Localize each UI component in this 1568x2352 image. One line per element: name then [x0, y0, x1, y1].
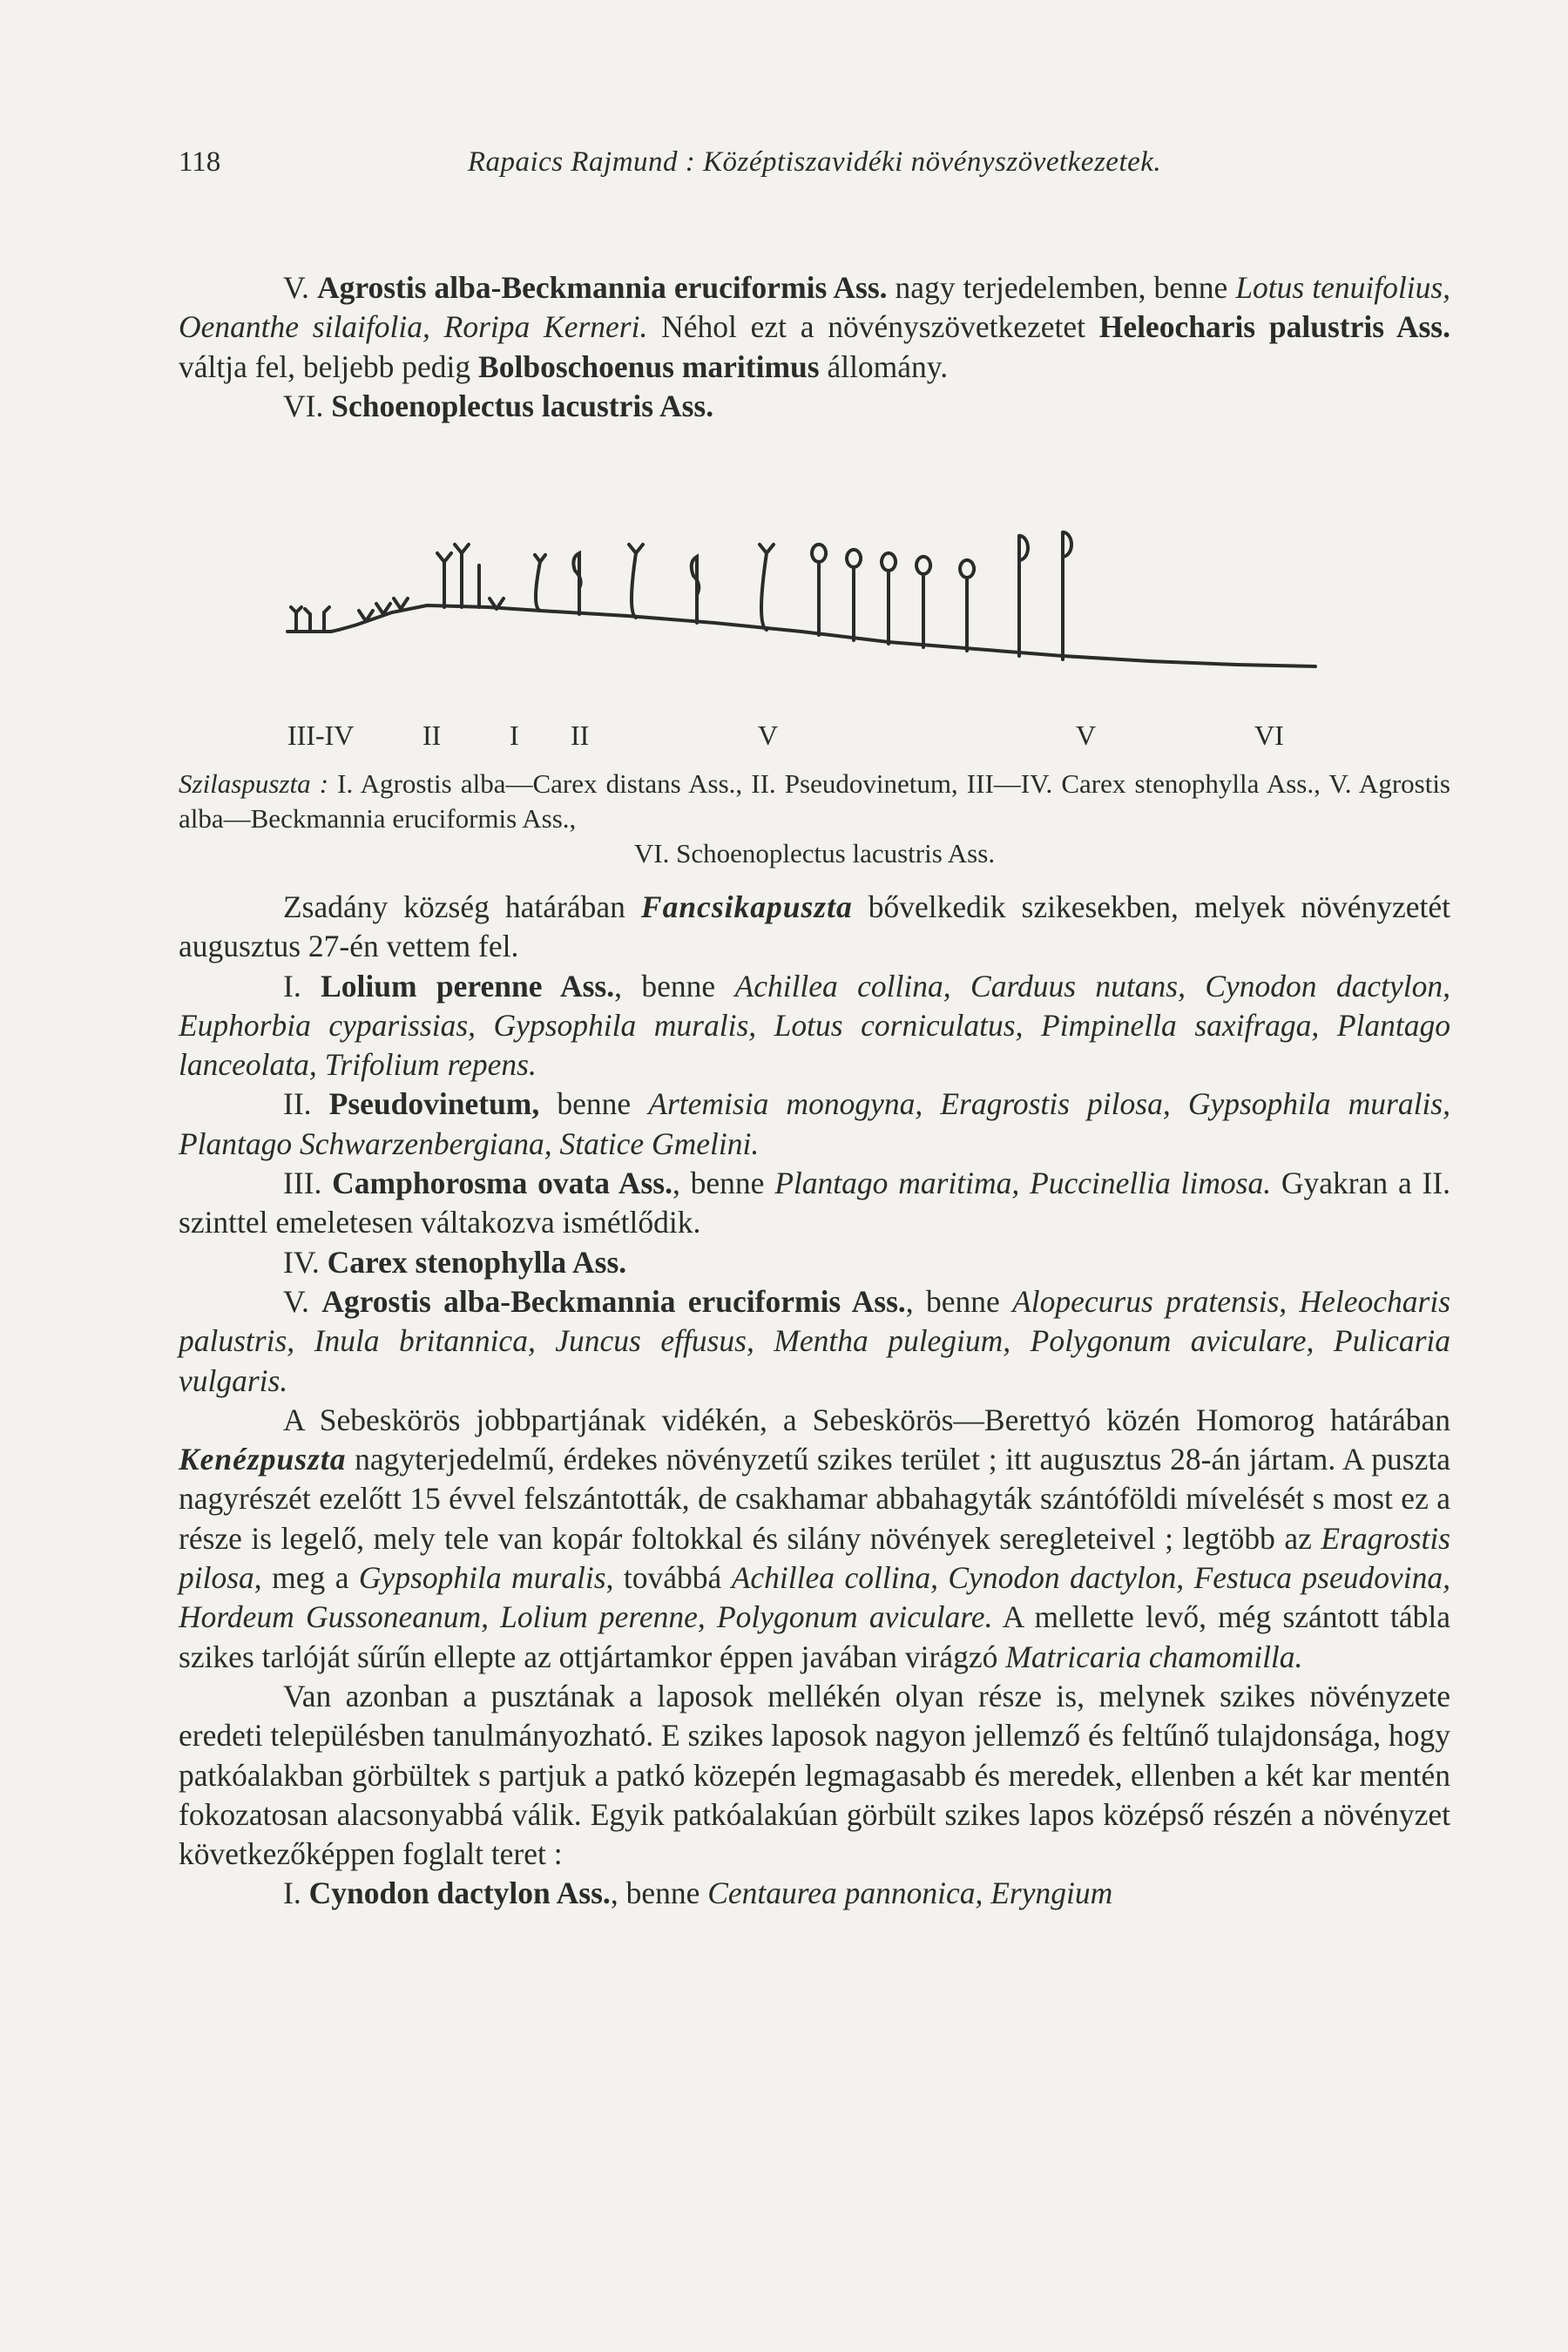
- association-name: Heleocharis palustris Ass.: [1098, 309, 1450, 345]
- page-number: 118: [179, 146, 221, 178]
- text-run: , benne: [672, 1166, 775, 1201]
- zone-label: V: [1076, 720, 1097, 751]
- place-name: Kenézpuszta: [179, 1442, 347, 1477]
- ground-profile-line: [287, 605, 1315, 666]
- paragraph-association-iv: [179, 1243, 1450, 1282]
- text-run: , továbbá: [605, 1560, 732, 1596]
- caption-last-line: VI. Schoenoplectus lacustris Ass.: [633, 838, 996, 868]
- text-run: nagy terjedelemben, benne: [887, 270, 1236, 305]
- vegetation-profile-figure: [279, 510, 1324, 719]
- zone-label: V: [758, 720, 779, 751]
- association-name: Cynodon dactylon Ass.: [308, 1876, 611, 1911]
- paragraph-association-cynodon: [179, 1874, 1450, 1913]
- association-name: Schoenoplectus lacustris Ass.: [331, 388, 714, 423]
- species-list: Alopecurus pratensis, Heleocharis palustris, Inula britannica, Juncus effusus, Mentha pulegium, Polygonum aviculare, Pulicaria vulgaris.: [179, 1283, 1451, 1398]
- page-header: [179, 146, 1450, 199]
- species-list: Achillea collina, Carduus nutans, Cynodon dactylon, Euphorbia cyparissias, Gypsophila muralis, Lotus corniculatus, Pimpinella saxifraga, Plantago lanceolata, Trifolium repens.: [179, 968, 1450, 1083]
- figure-zone-labels: [261, 720, 1359, 763]
- association-name: Agrostis alba-Beckmannia eruciformis Ass.: [321, 1283, 906, 1319]
- species-list: Achillea collina, Cynodon dactylon, Festuca pseudovina, Hordeum Gussoneanum, Lolium perenne, Polygonum aviculare.: [179, 1560, 1450, 1635]
- species-name: Gypsophila muralis: [358, 1560, 606, 1596]
- paragraph-zsadany: [179, 888, 1450, 967]
- text-run: A Sebeskörös jobbpartjának vidékén, a Sebeskörös—Berettyó közén Homorog határában: [283, 1402, 1450, 1437]
- text-run: Zsadány község határában: [283, 889, 641, 924]
- paragraph-association-ii: [179, 1085, 1450, 1164]
- place-name: Fancsikapuszta: [640, 889, 853, 924]
- text-run: , benne: [610, 1876, 708, 1911]
- text-run: A mellette levő, még szántott tábla szikes tarlóját sűrűn ellepte az ottjártamkor éppen javában virágzó: [179, 1599, 1451, 1674]
- text-run: benne: [539, 1086, 649, 1122]
- association-name: Pseudovinetum,: [328, 1086, 540, 1122]
- paragraph-association-vi: [179, 387, 1450, 426]
- association-name: Bolboschoenus maritimus: [478, 348, 820, 384]
- paragraph-association-i: [179, 967, 1450, 1085]
- text-run: V.: [283, 270, 317, 305]
- zone-label: II: [422, 720, 442, 751]
- text-run: IV.: [283, 1244, 328, 1280]
- species-name: Matricaria chamomilla.: [1005, 1639, 1303, 1674]
- figure-caption: [179, 767, 1450, 871]
- text-run: I.: [283, 968, 321, 1004]
- zone-label: III-IV: [287, 720, 355, 751]
- zone-label: VI: [1254, 720, 1284, 751]
- paragraph-association-v2: [179, 1282, 1450, 1401]
- text-run: állomány.: [819, 348, 949, 384]
- zone-label: I: [510, 720, 519, 751]
- text-run: II.: [283, 1086, 329, 1122]
- zone-label: II: [571, 720, 590, 751]
- association-name: Carex stenophylla Ass.: [327, 1244, 627, 1280]
- text-run: nagyterjedelmű, érdekes növényzetű szikes terület ; itt augusztus 28-án jártam. A puszta nagyrészét ezelőtt 15 évvel felszántották, de csakhamar abbahagyták szántóföldi mívelését s most ez a része is legelő, mely tele van kopár foltokkal és silány növények seregleteivel ; legtöbb az: [179, 1442, 1450, 1556]
- text-run: VI.: [283, 388, 332, 423]
- main-text-block: [179, 888, 1450, 1914]
- species-list: Artemisia monogyna, Eragrostis pilosa, Gypsophila muralis, Plantago Schwarzenbergiana, Statice Gmelini.: [179, 1086, 1450, 1161]
- paragraph-kenezpuszta: [179, 1401, 1450, 1677]
- caption-body: [179, 767, 1450, 836]
- text-run: Néhol ezt a növényszövetkezetet: [647, 309, 1099, 345]
- text-run: I.: [283, 1876, 309, 1911]
- text-run: V.: [283, 1283, 322, 1319]
- association-name: Camphorosma ovata Ass.: [332, 1166, 672, 1201]
- caption-place: Szilaspuszta :: [179, 768, 329, 799]
- species-list: Centaurea pannonica, Eryngium: [707, 1876, 1113, 1911]
- species-name: Eragrostis pilosa: [179, 1520, 1450, 1596]
- text-run: , benne: [905, 1283, 1013, 1319]
- text-run: váltja fel, beljebb pedig: [179, 348, 479, 384]
- intro-block: [179, 268, 1450, 426]
- association-name: Agrostis alba-Beckmannia eruciformis Ass.: [316, 270, 888, 305]
- text-run: Gyakran a II. szinttel emeletesen váltakozva ismétlődik.: [179, 1166, 1451, 1240]
- text-run: III.: [283, 1166, 333, 1201]
- caption-text: I. Agrostis alba—Carex distans Ass., II. Pseudovinetum, III—IV. Carex stenophylla Ass., V. Agrostis alba—Beckmannia eruciformis Ass.,: [179, 768, 1450, 834]
- species-list: Lotus tenuifolius, Oenanthe silaifolia, Roripa Kerneri.: [179, 270, 1451, 345]
- paragraph-laposok: Van azonban a pusztának a laposok mellékén olyan része is, melynek szikes növényzete eredeti településben tanulmányozható. E szikes laposok nagyon jellemző és feltűnő tulajdonsága, hogy patkóalakban görbültek s partjuk a patkó közepén legmagasabb és meredek, ellenben a két kar mentén fokozatosan alacsonyabbá válik. Egyik patkóalakúan görbült szikes lapos középső részén a növényzet következőképpen foglalt teret :: [179, 1678, 1451, 1872]
- paragraph-association-v: [179, 268, 1450, 387]
- text-run: bővelkedik szikesekben, melyek növényzetét augusztus 27-én vettem fel.: [179, 889, 1450, 964]
- paragraph-association-iii: [179, 1164, 1450, 1243]
- text-run: , benne: [614, 968, 735, 1004]
- species-list: Plantago maritima, Puccinellia limosa.: [774, 1166, 1272, 1201]
- association-name: Lolium perenne Ass.: [321, 968, 615, 1004]
- running-title: Rapaics Rajmund : Középtiszavidéki növényszövetkezetek.: [467, 146, 1162, 178]
- text-run: , meg a: [253, 1560, 359, 1596]
- plant-symbols: [291, 532, 1071, 659]
